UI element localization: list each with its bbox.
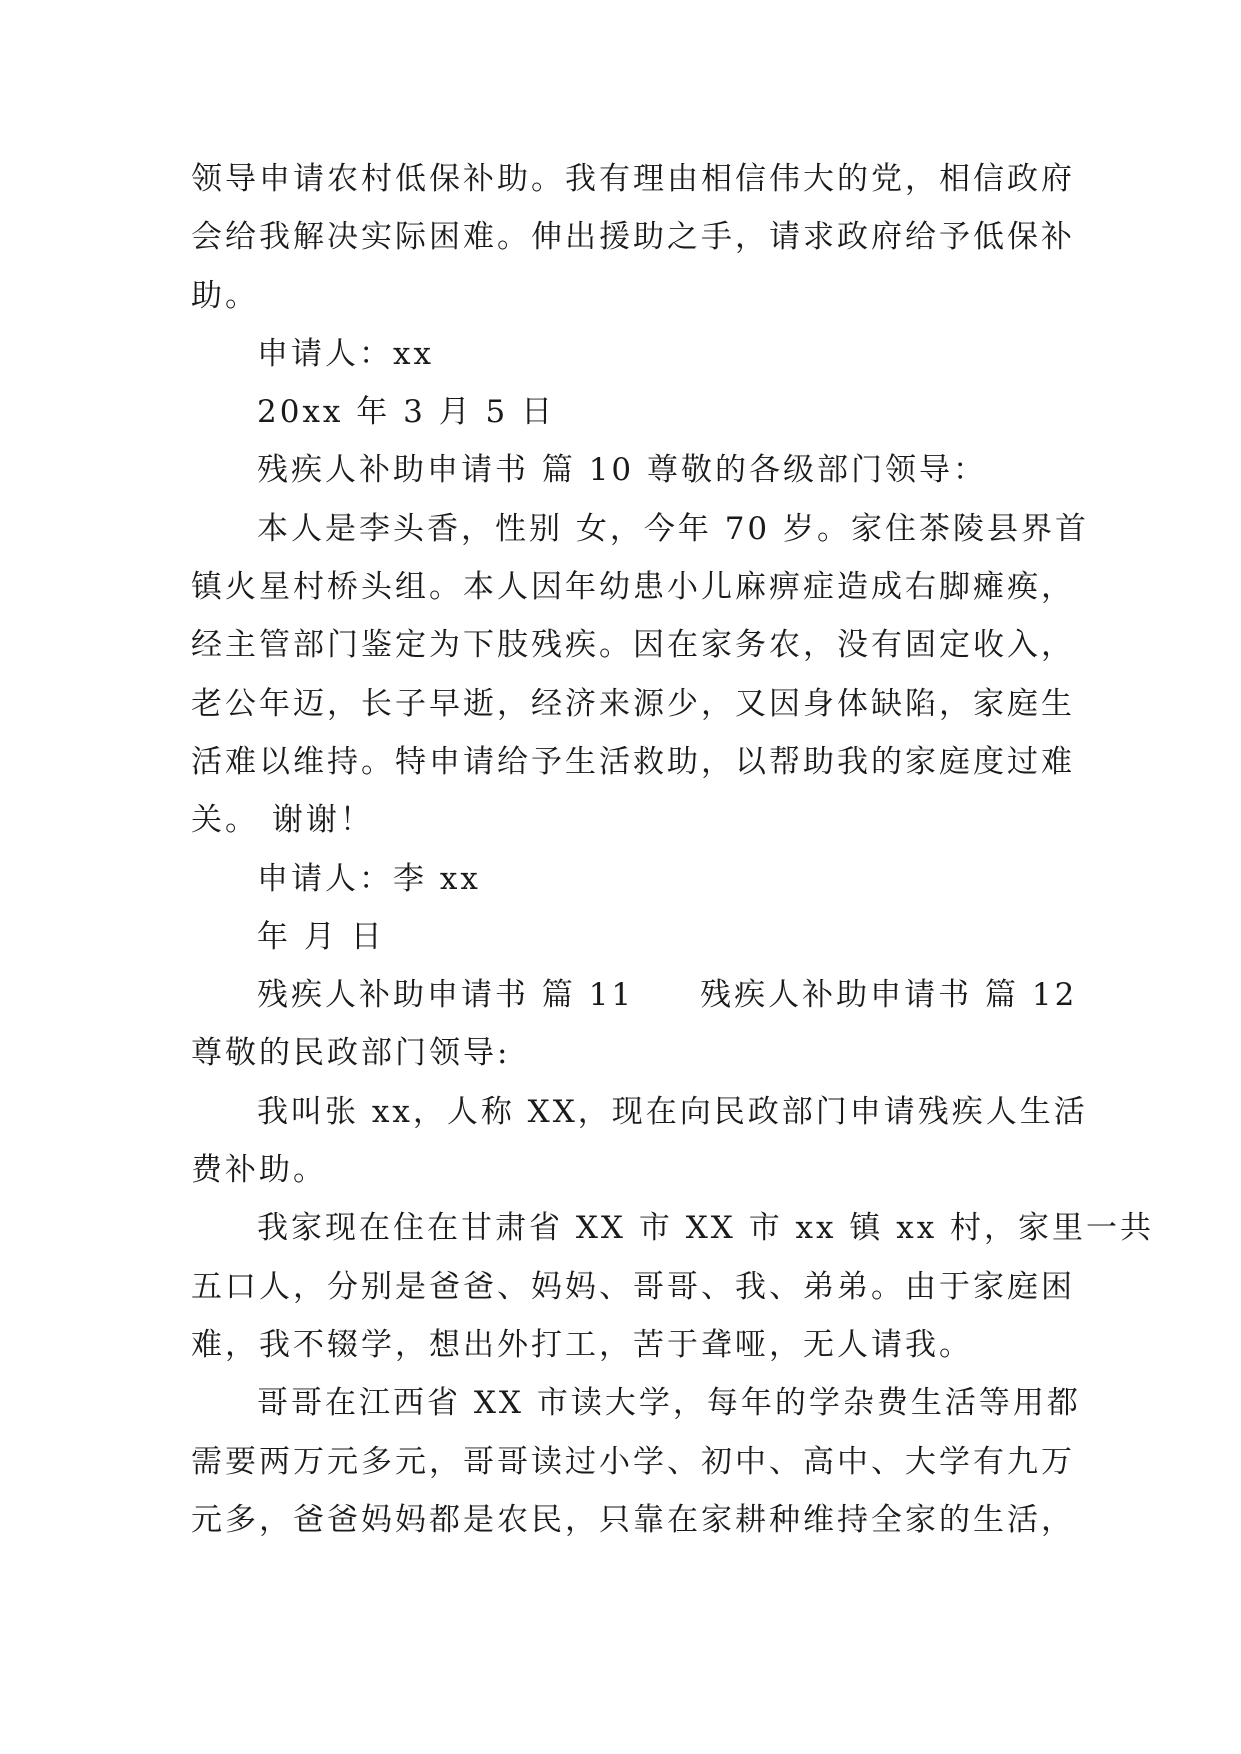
text-line: 本人是李头香，性别 女，今年 70 岁。家住茶陵县界首 — [257, 510, 1090, 547]
applicant-signature: 申请人：xx — [257, 335, 434, 372]
application-date: 20xx 年 3 月 5 日 — [257, 394, 556, 431]
text-line: 领导申请农村低保补助。我有理由相信伟大的党，相信政府 — [191, 161, 1075, 197]
text-line: 哥哥在江西省 XX 市读大学，每年的学杂费生活等用都 — [257, 1385, 1081, 1422]
text-line: 元多，爸爸妈妈都是农民，只靠在家耕种维持全家的生活， — [191, 1501, 1075, 1538]
section-heading-row — [191, 966, 1078, 1024]
text-line: 难，我不辍学，想出外打工，苦于聋哑，无人请我。 — [191, 1326, 973, 1363]
text-line: 活难以维持。特申请给予生活救助，以帮助我的家庭度过难 — [191, 743, 1075, 780]
text-line: 老公年迈，长子早逝，经济来源少，又因身体缺陷，家庭生 — [191, 685, 1075, 722]
section-heading: 残疾人补助申请书 篇 12 — [700, 977, 1078, 1014]
text-line: 我叫张 xx，人称 XX，现在向民政部门申请残疾人生活 — [257, 1093, 1088, 1130]
text-line: 会给我解决实际困难。伸出援助之手，请求政府给予低保补 — [191, 219, 1075, 256]
text-line: 经主管部门鉴定为下肢残疾。因在家务农，没有固定收入， — [191, 627, 1075, 664]
section-heading: 残疾人补助申请书 篇 10 尊敬的各级部门领导： — [257, 452, 988, 489]
section-heading: 残疾人补助申请书 篇 11 — [257, 977, 635, 1014]
text-line: 关。 谢谢！ — [191, 802, 374, 839]
text-line: 需要两万元多元，哥哥读过小学、初中、高中、大学有九万 — [191, 1443, 1075, 1480]
text-line: 助。 — [191, 277, 259, 314]
text-line: 五口人，分别是爸爸、妈妈、哥哥、我、弟弟。由于家庭困 — [191, 1268, 1075, 1305]
text-line: 费补助。 — [191, 1152, 327, 1189]
document-body — [191, 150, 1155, 1549]
application-date: 年 月 日 — [257, 918, 385, 955]
text-line: 我家现在住在甘肃省 XX 市 XX 市 xx 镇 xx 村，家里一共 — [257, 1210, 1155, 1247]
salutation: 尊敬的民政部门领导: — [191, 1035, 511, 1072]
applicant-signature: 申请人：李 xx — [257, 860, 481, 897]
text-line: 镇火星村桥头组。本人因年幼患小儿麻痹症造成右脚瘫痪， — [191, 569, 1075, 606]
